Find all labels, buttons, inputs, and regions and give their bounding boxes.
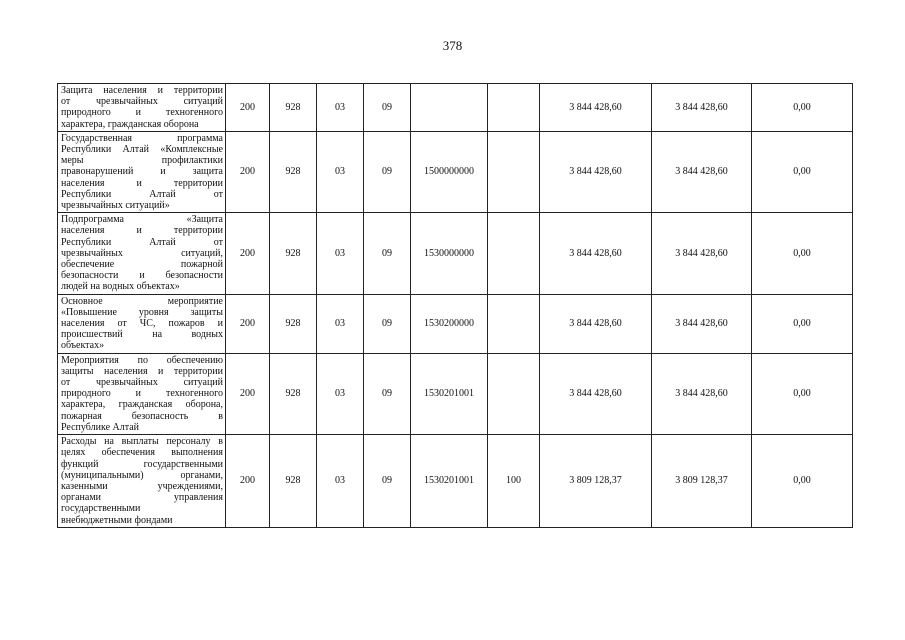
expense-type-cell <box>488 353 540 434</box>
description-cell <box>58 131 226 212</box>
department-code-cell: 928 <box>270 131 317 212</box>
subsection-code-cell: 09 <box>364 294 411 353</box>
description-line: природного и техногенного <box>61 107 223 119</box>
remaining-amount-cell: 0,00 <box>752 84 853 132</box>
description-line: Республики Алтай «Комплексные <box>61 144 223 156</box>
executed-amount-cell: 3 844 428,60 <box>652 213 752 294</box>
approved-amount-cell: 3 844 428,60 <box>540 353 652 434</box>
subsection-code-cell: 09 <box>364 435 411 528</box>
description-line: пожарная безопасность в <box>61 410 223 422</box>
table-row <box>58 353 853 434</box>
remaining-amount-cell: 0,00 <box>752 131 853 212</box>
table-row <box>58 294 853 353</box>
description-line: характера, гражданская оборона, <box>61 399 223 411</box>
subsection-code-cell: 09 <box>364 131 411 212</box>
subsection-code-cell: 09 <box>364 353 411 434</box>
target-article-cell <box>411 84 488 132</box>
subsection-code-cell: 09 <box>364 213 411 294</box>
table-row <box>58 213 853 294</box>
section-code-cell: 03 <box>317 435 364 528</box>
executed-amount-cell: 3 844 428,60 <box>652 353 752 434</box>
subsection-code-cell: 09 <box>364 84 411 132</box>
executed-amount-cell: 3 844 428,60 <box>652 294 752 353</box>
approved-amount-cell: 3 809 128,37 <box>540 435 652 528</box>
section-code-cell: 03 <box>317 294 364 353</box>
description-line: правонарушений и защита <box>61 166 223 178</box>
target-article-cell: 1530201001 <box>411 353 488 434</box>
description-line: Республике Алтай <box>61 421 139 433</box>
description-line: Подпрограмма «Защита <box>61 214 223 226</box>
section-code-cell: 03 <box>317 84 364 132</box>
description-line: Республики Алтай от <box>61 188 223 200</box>
description-line: характера, гражданская оборона <box>61 118 199 130</box>
description-line: казенными учреждениями, <box>61 480 223 492</box>
section-code-cell: 03 <box>317 213 364 294</box>
expense-type-cell <box>488 131 540 212</box>
description-line: людей на водных объектах» <box>61 281 180 293</box>
expense-type-cell <box>488 84 540 132</box>
remaining-amount-cell: 0,00 <box>752 353 853 434</box>
page-number: 378 <box>442 38 463 53</box>
expense-type-cell <box>488 294 540 353</box>
department-code-cell: 928 <box>270 294 317 353</box>
admin-code-cell: 200 <box>226 353 270 434</box>
description-line: объектах» <box>61 340 105 352</box>
description-line: Мероприятия по обеспечению <box>61 354 223 366</box>
department-code-cell: 928 <box>270 84 317 132</box>
description-line: функций государственными <box>61 458 223 470</box>
approved-amount-cell: 3 844 428,60 <box>540 84 652 132</box>
description-line: государственными <box>61 503 141 515</box>
description-line: населения и территории <box>61 177 223 189</box>
approved-amount-cell: 3 844 428,60 <box>540 213 652 294</box>
target-article-cell: 1530000000 <box>411 213 488 294</box>
description-line: Государственная программа <box>61 132 223 144</box>
table-row <box>58 435 853 528</box>
description-line: Расходы на выплаты персоналу в <box>61 436 223 448</box>
executed-amount-cell: 3 809 128,37 <box>652 435 752 528</box>
description-line: меры профилактики <box>61 155 223 167</box>
approved-amount-cell: 3 844 428,60 <box>540 131 652 212</box>
description-line: органами управления <box>61 492 223 504</box>
description-line: населения от ЧС, пожаров и <box>61 318 223 330</box>
department-code-cell: 928 <box>270 353 317 434</box>
target-article-cell: 1530200000 <box>411 294 488 353</box>
target-article-cell: 1500000000 <box>411 131 488 212</box>
executed-amount-cell: 3 844 428,60 <box>652 84 752 132</box>
expense-type-cell <box>488 213 540 294</box>
description-line: от чрезвычайных ситуаций <box>61 377 223 389</box>
description-line: от чрезвычайных ситуаций <box>61 96 223 108</box>
description-cell <box>58 435 226 528</box>
expense-type-cell: 100 <box>488 435 540 528</box>
description-line: обеспечение пожарной <box>61 259 223 271</box>
description-line: внебюджетными фондами <box>61 514 173 526</box>
table-row <box>58 131 853 212</box>
department-code-cell: 928 <box>270 213 317 294</box>
table-row <box>58 84 853 132</box>
description-line: целях обеспечения выполнения <box>61 447 223 459</box>
description-cell <box>58 353 226 434</box>
admin-code-cell: 200 <box>226 294 270 353</box>
approved-amount-cell: 3 844 428,60 <box>540 294 652 353</box>
section-code-cell: 03 <box>317 131 364 212</box>
description-line: Республики Алтай от <box>61 236 223 248</box>
description-line: происшествий на водных <box>61 329 223 341</box>
description-line: Защита населения и территории <box>61 85 223 96</box>
remaining-amount-cell: 0,00 <box>752 213 853 294</box>
admin-code-cell: 200 <box>226 435 270 528</box>
admin-code-cell: 200 <box>226 84 270 132</box>
description-cell <box>58 84 226 132</box>
description-line: (муниципальными) органами, <box>61 469 223 481</box>
remaining-amount-cell: 0,00 <box>752 435 853 528</box>
description-cell <box>58 213 226 294</box>
admin-code-cell: 200 <box>226 213 270 294</box>
budget-table <box>57 83 853 528</box>
executed-amount-cell: 3 844 428,60 <box>652 131 752 212</box>
description-line: Основное мероприятие <box>61 295 223 307</box>
description-line: природного и техногенного <box>61 388 223 400</box>
remaining-amount-cell: 0,00 <box>752 294 853 353</box>
description-line: «Повышение уровня защиты <box>61 306 223 318</box>
section-code-cell: 03 <box>317 353 364 434</box>
description-line: населения и территории <box>61 225 223 237</box>
description-cell <box>58 294 226 353</box>
budget-table-body <box>58 84 853 528</box>
description-line: защиты населения и территории <box>61 365 223 377</box>
target-article-cell: 1530201001 <box>411 435 488 528</box>
admin-code-cell: 200 <box>226 131 270 212</box>
description-line: чрезвычайных ситуаций, <box>61 247 223 259</box>
description-line: чрезвычайных ситуаций» <box>61 200 170 212</box>
description-line: безопасности и безопасности <box>61 270 223 282</box>
department-code-cell: 928 <box>270 435 317 528</box>
